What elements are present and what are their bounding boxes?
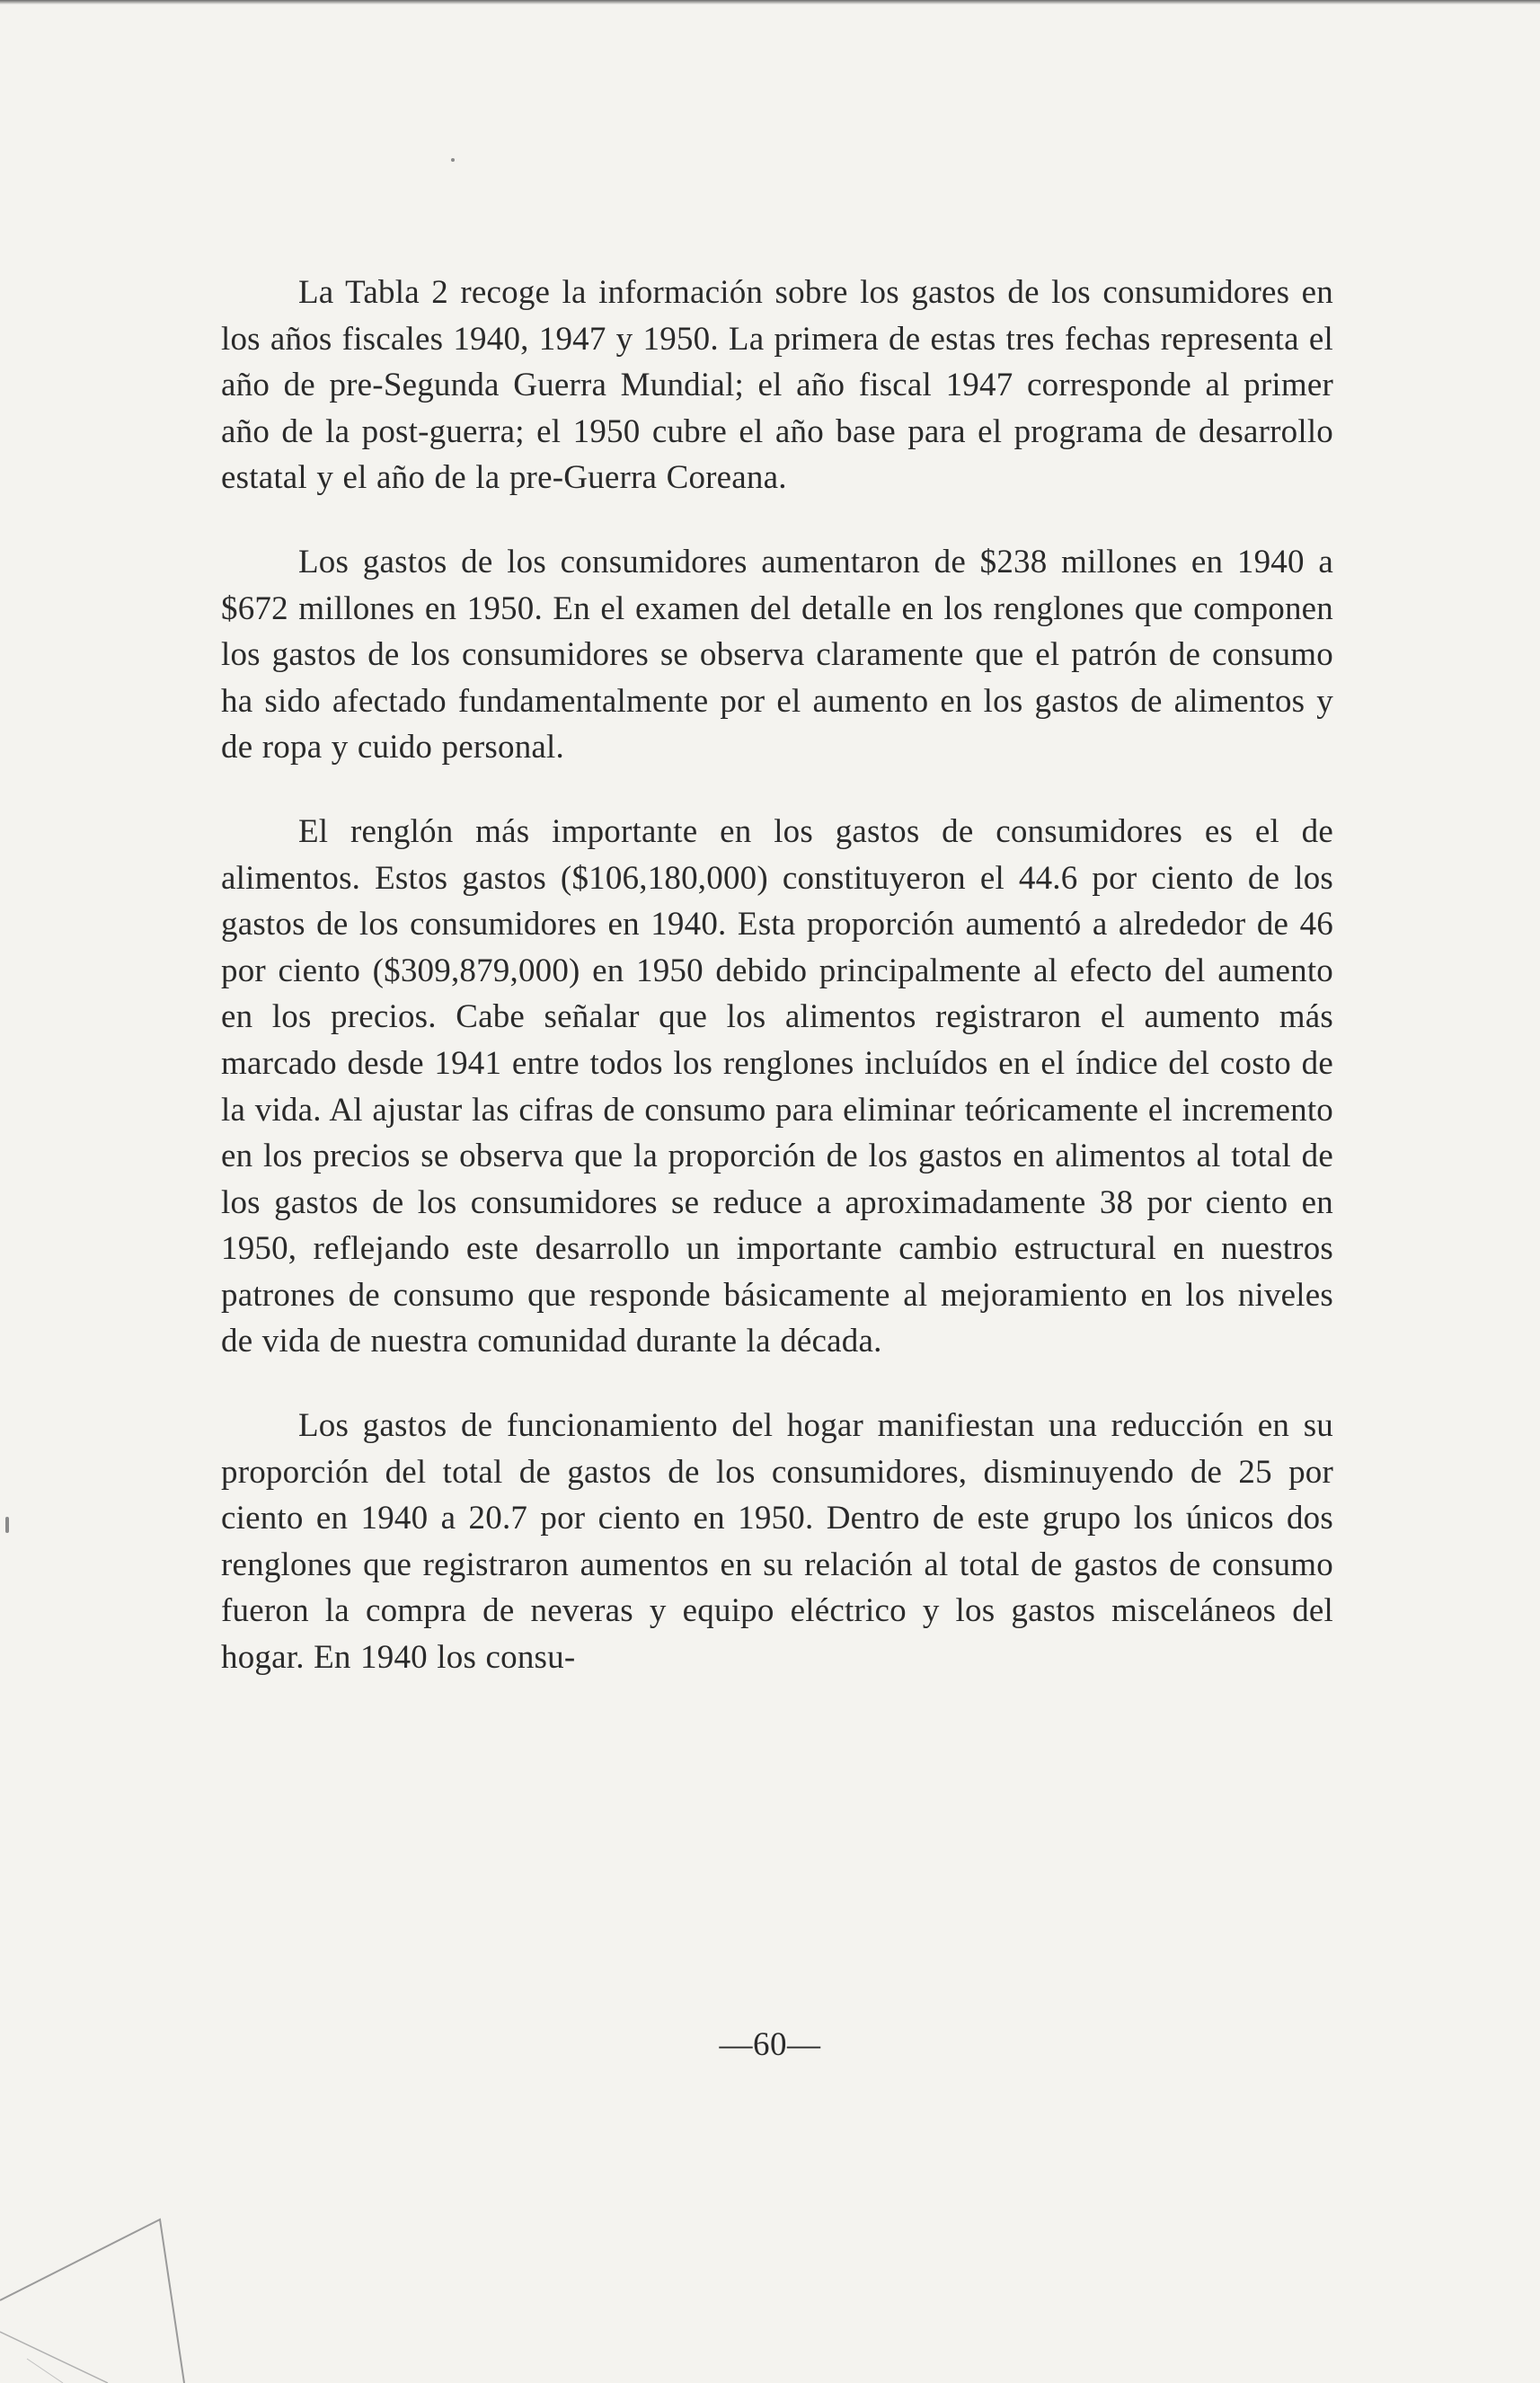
paragraph-tabla-2: La Tabla 2 recoge la información sobre los gastos de los consumidores en los años fiscales 1940, 1947 y 1950. La primera de estas tres fechas representa el año de pre-Segunda Guerra Mundial; el año fiscal 1947 corresponde al primer año de la post-guerra; el 1950 cubre el año base para el programa de desarrollo estatal y el año de la pre-Guerra Coreana. xyxy=(221,274,1333,497)
paragraph-alimentos: El renglón más importante en los gastos de consumidores es el de alimentos. Estos gastos ($106,180,000) constituyeron el 44.6 por ciento de los gastos de los consumidores en 1940. Esta proporción aumentó a alrededor de 46 por ciento ($309,879,000) en 1950 debido principalmente al efecto del aumento en los precios. Cabe señalar que los alimentos registraron el aumento más marcado desde 1941 entre todos los renglones incluídos en el índice del costo de la vida. Al ajustar las cifras de consumo para eliminar teóricamente el incremento en los precios se observa que la proporción de los gastos en alimentos al total de los gastos de los consumidores se reduce a aproximadamente 38 por ciento en 1950, reflejando este desarrollo un importante cambio estructural en nuestros patrones de consumo que responde básicamente al mejoramiento en los niveles de vida de nuestra comunidad durante la década. xyxy=(221,812,1333,1360)
scan-speck xyxy=(451,158,455,162)
body-text xyxy=(221,270,1333,1719)
scan-speck xyxy=(5,1517,9,1533)
paragraph-funcionamiento-hogar: Los gastos de funcionamiento del hogar manifiestan una reducción en su proporción del total de gastos de los consumidores, disminuyendo de 25 por ciento en 1940 a 20.7 por ciento en 1950. Dentro de este grupo los únicos dos renglones que registraron aumentos en su relación al total de gastos de consumo fueron la compra de neveras y equipo eléctrico y los gastos misceláneos del hogar. En 1940 los consu- xyxy=(221,1407,1333,1677)
page-corner-curl-mark xyxy=(0,2175,207,2383)
page-number: —60— xyxy=(719,2026,821,2063)
scan-top-edge xyxy=(0,0,1540,4)
paragraph-gastos-aumento: Los gastos de los consumidores aumentaron de $238 millones en 1940 a $672 millones en 1950. En el examen del detalle en los renglones que componen los gastos de los consumidores se observa claramente que el patrón de consumo ha sido afectado fundamentalmente por el aumento en los gastos de alimentos y de ropa y cuido personal. xyxy=(221,543,1333,766)
